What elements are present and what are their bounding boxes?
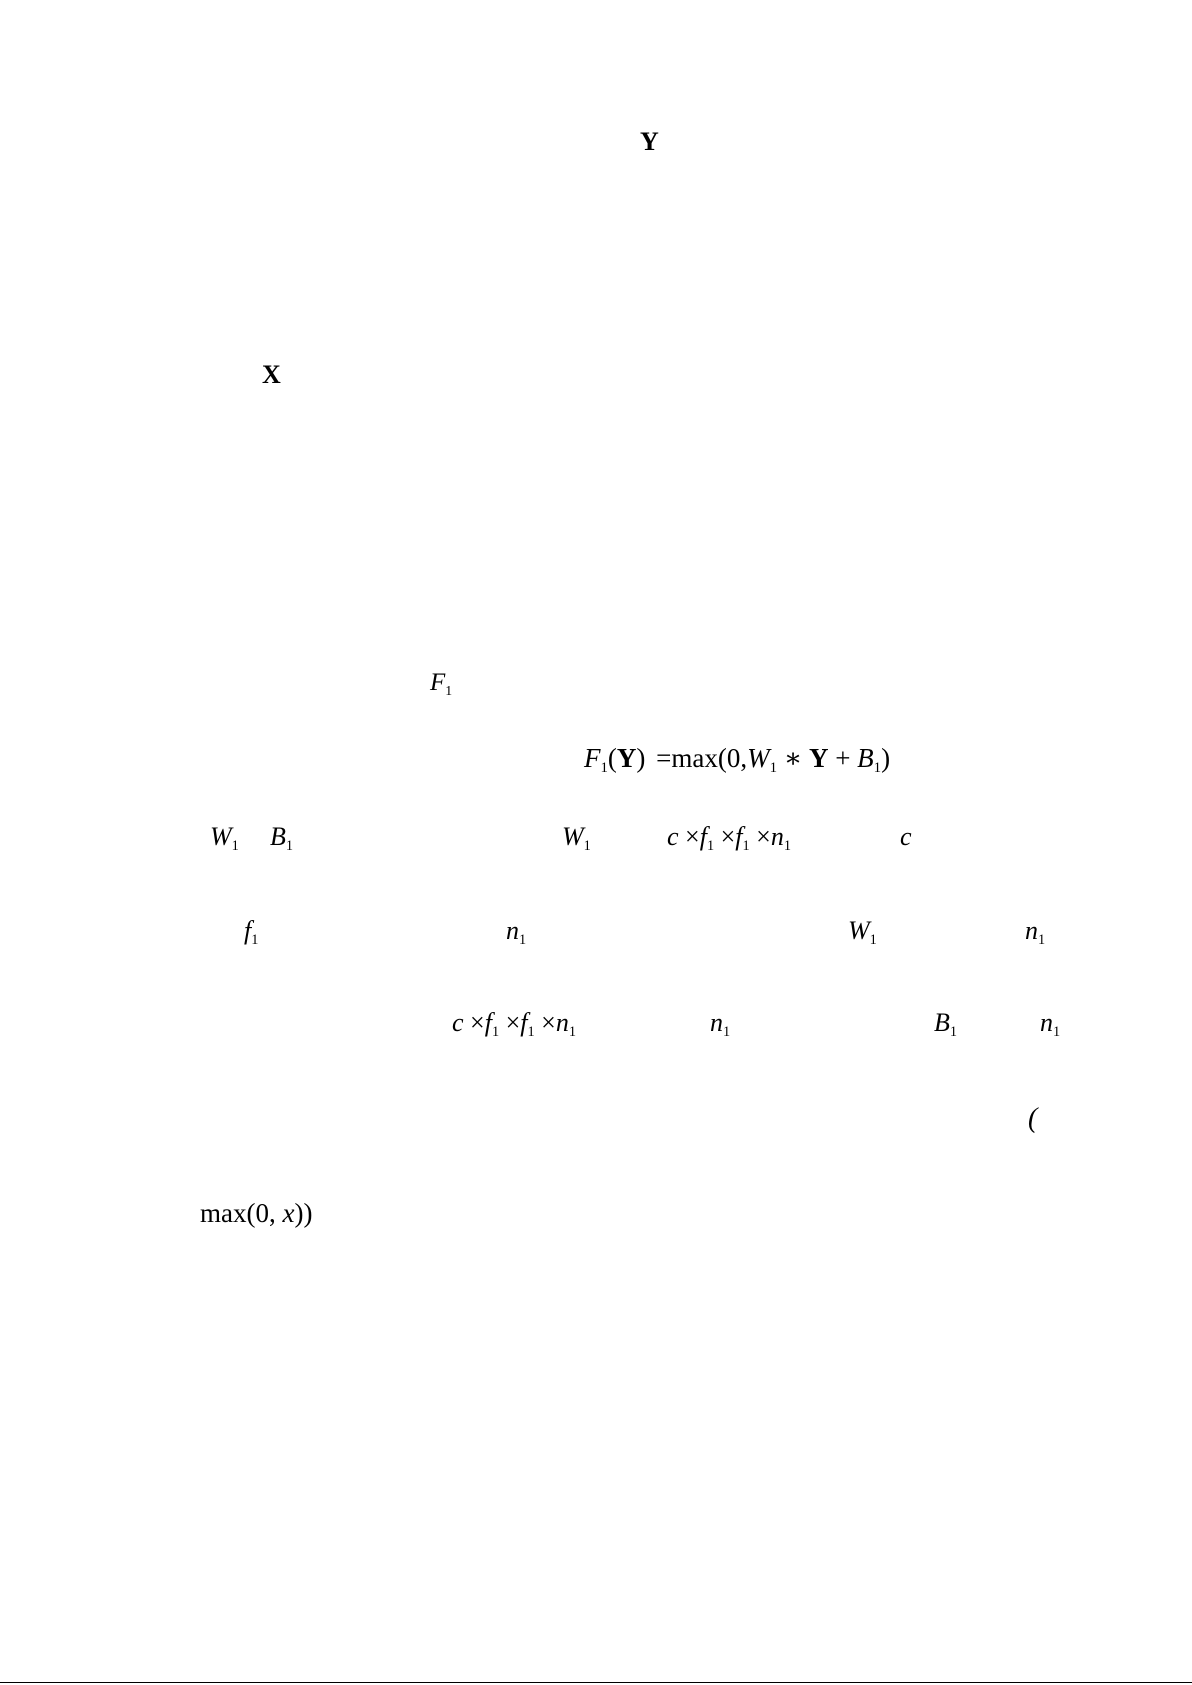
subscript: 1 xyxy=(769,760,778,777)
math-text: × xyxy=(756,822,771,851)
math-text: ( xyxy=(607,743,617,773)
math-text: × xyxy=(505,1008,521,1037)
math-text: , xyxy=(269,1198,276,1228)
subscript: 1 xyxy=(445,682,453,698)
math-text: F xyxy=(430,669,446,696)
math-text: Y xyxy=(616,743,637,773)
math-text: n xyxy=(710,1008,723,1037)
symbol-f1 xyxy=(244,916,259,948)
math-text: × xyxy=(470,1008,485,1037)
math-text: 0 xyxy=(726,743,741,773)
math-text: = xyxy=(656,743,672,773)
math-text: × xyxy=(720,822,736,851)
math-text: ) xyxy=(881,743,891,773)
math-text: ∗ xyxy=(783,743,803,773)
math-text: Y xyxy=(808,743,829,773)
symbol-W1 xyxy=(848,916,877,948)
bottom-rule xyxy=(0,1682,1192,1683)
equation-F1 xyxy=(584,743,891,777)
symbol-Y-bold xyxy=(640,129,659,155)
math-text: B xyxy=(270,822,286,851)
math-text: + xyxy=(835,743,851,773)
math-text: c xyxy=(900,822,912,851)
math-text: W xyxy=(747,743,770,773)
subscript: 1 xyxy=(783,838,791,854)
subscript: 1 xyxy=(519,932,527,948)
symbol-X-bold xyxy=(262,362,281,388)
math-text: X xyxy=(262,360,281,389)
math-text: f xyxy=(244,916,252,945)
math-text: ( xyxy=(717,743,727,773)
symbol-n1 xyxy=(1025,916,1046,948)
math-text: f xyxy=(520,1008,528,1037)
math-text: F xyxy=(584,743,601,773)
math-text: B xyxy=(857,743,874,773)
subscript: 1 xyxy=(1053,1024,1061,1040)
subscript: 1 xyxy=(491,1024,500,1040)
math-text: x xyxy=(282,1198,295,1228)
math-text: B xyxy=(934,1008,950,1037)
subscript: 1 xyxy=(723,1024,731,1040)
subscript: 1 xyxy=(600,760,608,777)
expr-relu xyxy=(200,1200,312,1227)
math-text: f xyxy=(735,822,743,851)
subscript: 1 xyxy=(583,838,591,854)
math-text: , xyxy=(740,743,748,773)
math-text: n xyxy=(770,822,784,851)
math-text: c xyxy=(667,822,679,851)
symbol-B1 xyxy=(934,1008,958,1040)
math-text: W xyxy=(562,822,584,851)
symbol-n1 xyxy=(1040,1008,1061,1040)
subscript: 1 xyxy=(706,838,715,854)
math-text: W xyxy=(210,822,232,851)
subscript: 1 xyxy=(742,838,750,854)
symbol-W1 xyxy=(210,822,239,854)
symbol-n1 xyxy=(506,916,527,948)
math-text: n xyxy=(1040,1008,1053,1037)
math-text: max xyxy=(200,1198,247,1228)
subscript: 1 xyxy=(251,932,259,948)
symbol-W1 xyxy=(562,822,591,854)
subscript: 1 xyxy=(527,1024,535,1040)
expr-filter-size xyxy=(452,1008,576,1040)
math-text: ) xyxy=(303,1198,313,1228)
math-text: n xyxy=(555,1008,569,1037)
math-text: 0 xyxy=(255,1198,269,1228)
subscript: 1 xyxy=(231,838,239,854)
subscript: 1 xyxy=(949,1024,958,1040)
math-text: Y xyxy=(640,127,659,156)
math-text: f xyxy=(484,1008,492,1037)
subscript: 1 xyxy=(568,1024,576,1040)
subscript: 1 xyxy=(285,838,294,854)
math-text: c xyxy=(452,1008,464,1037)
subscript: 1 xyxy=(873,760,882,777)
subscript: 1 xyxy=(1038,932,1046,948)
symbol-c xyxy=(900,824,912,850)
math-text: W xyxy=(848,916,870,945)
expr-filter-size xyxy=(667,822,791,854)
math-text: n xyxy=(1025,916,1038,945)
symbol-n1 xyxy=(710,1008,731,1040)
math-text: ) xyxy=(294,1198,304,1228)
symbol-F1 xyxy=(430,669,453,698)
math-text: ) xyxy=(636,743,646,773)
symbol-B1 xyxy=(270,822,294,854)
math-text: ( xyxy=(1028,1103,1038,1134)
math-text: n xyxy=(506,916,519,945)
math-text: f xyxy=(699,822,707,851)
math-text: ( xyxy=(246,1198,256,1228)
math-text: × xyxy=(685,822,700,851)
subscript: 1 xyxy=(869,932,877,948)
open-paren xyxy=(1028,1105,1037,1133)
math-text: × xyxy=(541,1008,556,1037)
math-text: max xyxy=(671,743,718,773)
